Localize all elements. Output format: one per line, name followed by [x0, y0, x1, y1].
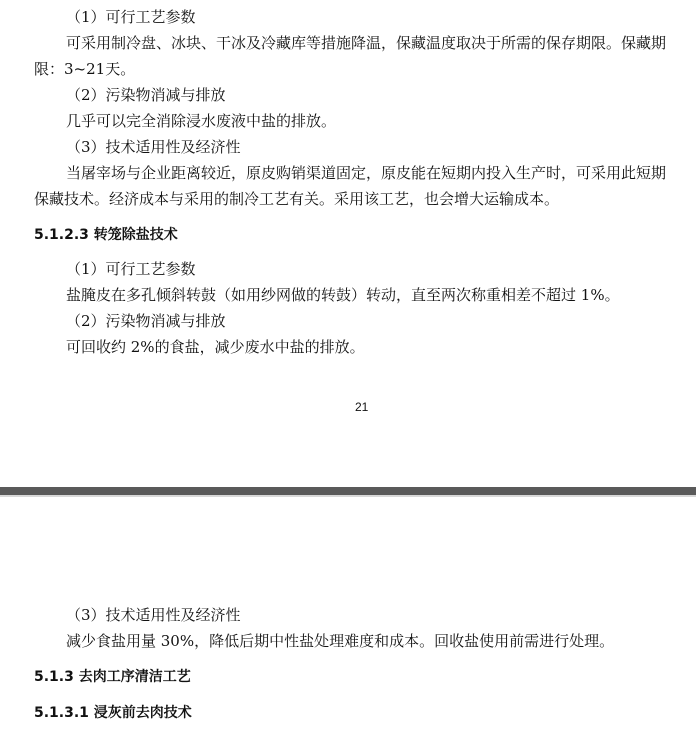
item3-paragraph: 当屠宰场与企业距离较近，原皮购销渠道固定，原皮能在短期内投入生产时，可采用此短期保藏技术。经济成本与采用的制冷工艺有关。采用该工艺，也会增大运输成本。 [34, 164, 667, 208]
sub1-paragraph: 盐腌皮在多孔倾斜转鼓（如用纱网做的转鼓）转动，直至两次称重相差不超过 1%。 [66, 286, 620, 304]
page-break-shadow [0, 495, 696, 497]
item2-heading: （2）污染物消减与排放 [66, 86, 226, 104]
page-break-divider [0, 487, 696, 495]
page-number: 21 [355, 400, 369, 414]
sub2-paragraph: 可回收约 2%的食盐，减少废水中盐的排放。 [66, 338, 365, 356]
item3-paragraph-page2: 减少食盐用量 30%，降低后期中性盐处理难度和成本。回收盐使用前需进行处理。 [66, 632, 615, 650]
section-heading-5-1-2-3: 5.1.2.3 转笼除盐技术 [34, 227, 178, 243]
item3-heading: （3）技术适用性及经济性 [66, 138, 241, 156]
section-heading-5-1-3: 5.1.3 去肉工序清洁工艺 [34, 669, 191, 685]
item1-heading: （1）可行工艺参数 [66, 8, 196, 26]
item2-paragraph: 几乎可以完全消除浸水废液中盐的排放。 [66, 112, 337, 130]
sub1-heading: （1）可行工艺参数 [66, 260, 196, 278]
sub2-heading: （2）污染物消减与排放 [66, 312, 226, 330]
item1-paragraph: 可采用制冷盘、冰块、干冰及冷藏库等措施降温，保藏温度取决于所需的保存期限。保藏期限：3~21天。 [34, 34, 667, 78]
item3-heading-page2: （3）技术适用性及经济性 [66, 606, 241, 624]
subsection-heading-5-1-3-1: 5.1.3.1 浸灰前去肉技术 [34, 705, 192, 721]
